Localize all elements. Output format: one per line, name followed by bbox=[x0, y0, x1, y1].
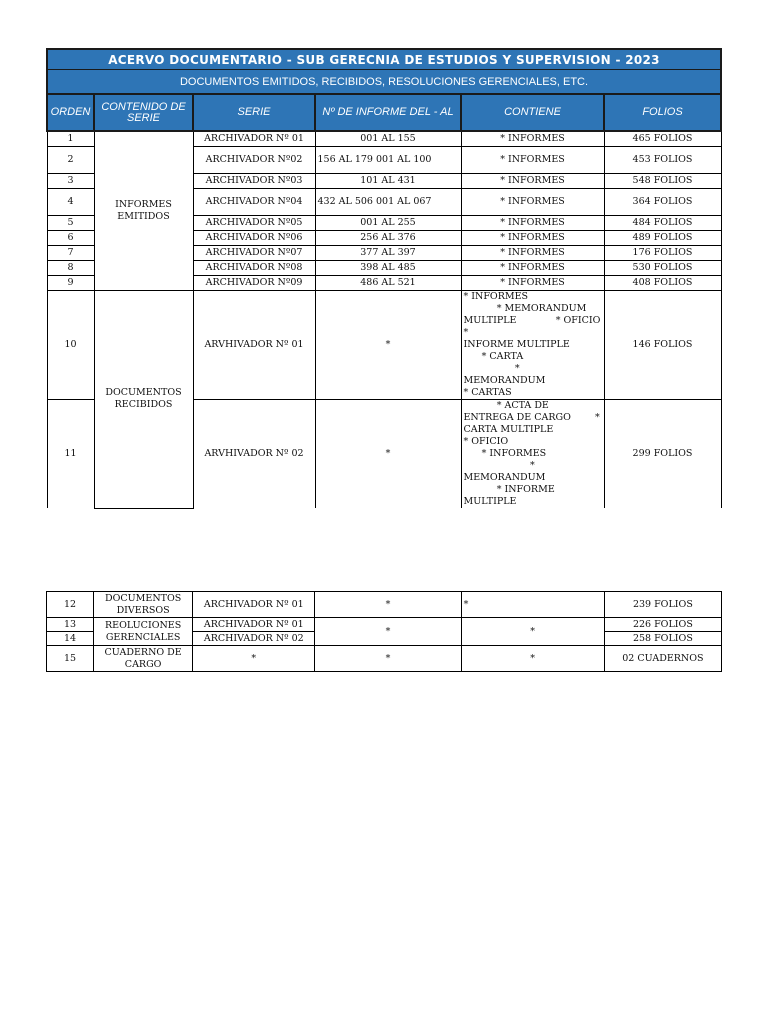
table-subtitle: DOCUMENTOS EMITIDOS, RECIBIDOS, RESOLUCIONES GERENCIALES, ETC. bbox=[47, 70, 721, 95]
cell-serie: ARCHIVADOR Nº 01 bbox=[193, 131, 315, 147]
cell-serie: ARCHIVADOR Nº03 bbox=[193, 174, 315, 189]
cell-folios: 453 FOLIOS bbox=[604, 147, 721, 174]
cell-informe: 156 AL 179 001 AL 100 bbox=[315, 147, 461, 174]
cell-orden: 3 bbox=[47, 174, 94, 189]
cell-serie: ARCHIVADOR Nº 01 bbox=[193, 618, 315, 632]
header-contiene: CONTIENE bbox=[461, 94, 604, 131]
cell-contiene: * INFORMES bbox=[461, 189, 604, 216]
cell-folios: 548 FOLIOS bbox=[604, 174, 721, 189]
table-row bbox=[47, 592, 722, 618]
header-contenido: CONTENIDO DE SERIE bbox=[94, 94, 193, 131]
cell-contenido: DOCUMENTOS DIVERSOS bbox=[94, 592, 193, 618]
cell-informe: * bbox=[315, 592, 461, 618]
cell-contenido: REOLUCIONES GERENCIALES bbox=[94, 618, 193, 646]
group-documentos-recibidos: DOCUMENTOS RECIBIDOS bbox=[94, 291, 193, 509]
cell-serie: ARCHIVADOR Nº02 bbox=[193, 147, 315, 174]
cell-informe: 256 AL 376 bbox=[315, 231, 461, 246]
cell-contiene: * bbox=[461, 646, 604, 672]
table-row bbox=[47, 131, 721, 147]
cell-contiene: * ACTA DE ENTREGA DE CARGO * CARTA MULTIPLE * OFICIO * INFORMES * MEMORANDUM * INFORME MULTIPLE bbox=[461, 400, 604, 509]
cell-orden: 9 bbox=[47, 276, 94, 291]
cell-contiene: * INFORMES bbox=[461, 246, 604, 261]
cell-serie: ARCHIVADOR Nº06 bbox=[193, 231, 315, 246]
cell-orden: 7 bbox=[47, 246, 94, 261]
cell-informe: 377 AL 397 bbox=[315, 246, 461, 261]
cell-folios: 176 FOLIOS bbox=[604, 246, 721, 261]
cell-orden: 5 bbox=[47, 216, 94, 231]
cell-folios: 258 FOLIOS bbox=[604, 632, 721, 646]
cell-contiene: * INFORMES * MEMORANDUM MULTIPLE * OFICIO * INFORME MULTIPLE * CARTA * MEMORANDUM * CARTAS bbox=[461, 291, 604, 400]
cell-contiene: * INFORMES bbox=[461, 131, 604, 147]
cell-folios: 484 FOLIOS bbox=[604, 216, 721, 231]
cell-folios: 489 FOLIOS bbox=[604, 231, 721, 246]
table-row bbox=[47, 291, 721, 400]
cell-contiene: * INFORMES bbox=[461, 174, 604, 189]
header-serie: SERIE bbox=[193, 94, 315, 131]
cell-folios: 465 FOLIOS bbox=[604, 131, 721, 147]
header-orden: ORDEN bbox=[47, 94, 94, 131]
cell-serie: ARVHIVADOR Nº 02 bbox=[193, 400, 315, 509]
cell-orden: 10 bbox=[47, 291, 94, 400]
cell-folios: 239 FOLIOS bbox=[604, 592, 721, 618]
cell-folios: 364 FOLIOS bbox=[604, 189, 721, 216]
cell-orden: 15 bbox=[47, 646, 94, 672]
cell-informe: 432 AL 506 001 AL 067 bbox=[315, 189, 461, 216]
cell-folios: 02 CUADERNOS bbox=[604, 646, 721, 672]
group-informes-emitidos: INFORMES EMITIDOS bbox=[94, 131, 193, 291]
cell-orden: 11 bbox=[47, 400, 94, 509]
cell-serie: ARCHIVADOR Nº 02 bbox=[193, 632, 315, 646]
table-row bbox=[47, 646, 722, 672]
cell-folios: 408 FOLIOS bbox=[604, 276, 721, 291]
cell-serie: ARCHIVADOR Nº04 bbox=[193, 189, 315, 216]
cell-orden: 2 bbox=[47, 147, 94, 174]
continued-table-section bbox=[46, 591, 722, 672]
cell-orden: 14 bbox=[47, 632, 94, 646]
cell-contiene: * INFORMES bbox=[461, 216, 604, 231]
cell-folios: 299 FOLIOS bbox=[604, 400, 721, 509]
cell-contiene: * INFORMES bbox=[461, 261, 604, 276]
cell-informe: 001 AL 255 bbox=[315, 216, 461, 231]
cell-contiene: * bbox=[461, 618, 604, 646]
cell-orden: 12 bbox=[47, 592, 94, 618]
acervo-table bbox=[46, 48, 722, 509]
header-informe: Nº DE INFORME DEL - AL bbox=[315, 94, 461, 131]
cell-contiene: * INFORMES bbox=[461, 231, 604, 246]
cell-informe: 398 AL 485 bbox=[315, 261, 461, 276]
cell-folios: 226 FOLIOS bbox=[604, 618, 721, 632]
main-table-section bbox=[46, 48, 722, 509]
cell-orden: 1 bbox=[47, 131, 94, 147]
cell-orden: 4 bbox=[47, 189, 94, 216]
cell-orden: 6 bbox=[47, 231, 94, 246]
cell-serie: ARVHIVADOR Nº 01 bbox=[193, 291, 315, 400]
cell-orden: 13 bbox=[47, 618, 94, 632]
cell-informe: * bbox=[315, 618, 461, 646]
cell-informe: * bbox=[315, 291, 461, 400]
table-row bbox=[47, 618, 722, 632]
cell-contenido: CUADERNO DE CARGO bbox=[94, 646, 193, 672]
cell-informe: 101 AL 431 bbox=[315, 174, 461, 189]
cell-serie: ARCHIVADOR Nº05 bbox=[193, 216, 315, 231]
cell-informe: 486 AL 521 bbox=[315, 276, 461, 291]
cell-serie: ARCHIVADOR Nº09 bbox=[193, 276, 315, 291]
cell-serie: ARCHIVADOR Nº08 bbox=[193, 261, 315, 276]
cell-contiene: * INFORMES bbox=[461, 147, 604, 174]
cell-informe: * bbox=[315, 646, 461, 672]
cell-serie: ARCHIVADOR Nº 01 bbox=[193, 592, 315, 618]
table-title: ACERVO DOCUMENTARIO - SUB GERECNIA DE ESTUDIOS Y SUPERVISION - 2023 bbox=[47, 49, 721, 70]
cell-informe: * bbox=[315, 400, 461, 509]
cell-folios: 530 FOLIOS bbox=[604, 261, 721, 276]
header-folios: FOLIOS bbox=[604, 94, 721, 131]
cell-serie: ARCHIVADOR Nº07 bbox=[193, 246, 315, 261]
cell-serie: * bbox=[193, 646, 315, 672]
cell-contiene: * bbox=[461, 592, 604, 618]
acervo-table-continued bbox=[46, 591, 722, 672]
cell-informe: 001 AL 155 bbox=[315, 131, 461, 147]
cell-orden: 8 bbox=[47, 261, 94, 276]
cell-folios: 146 FOLIOS bbox=[604, 291, 721, 400]
cell-contiene: * INFORMES bbox=[461, 276, 604, 291]
